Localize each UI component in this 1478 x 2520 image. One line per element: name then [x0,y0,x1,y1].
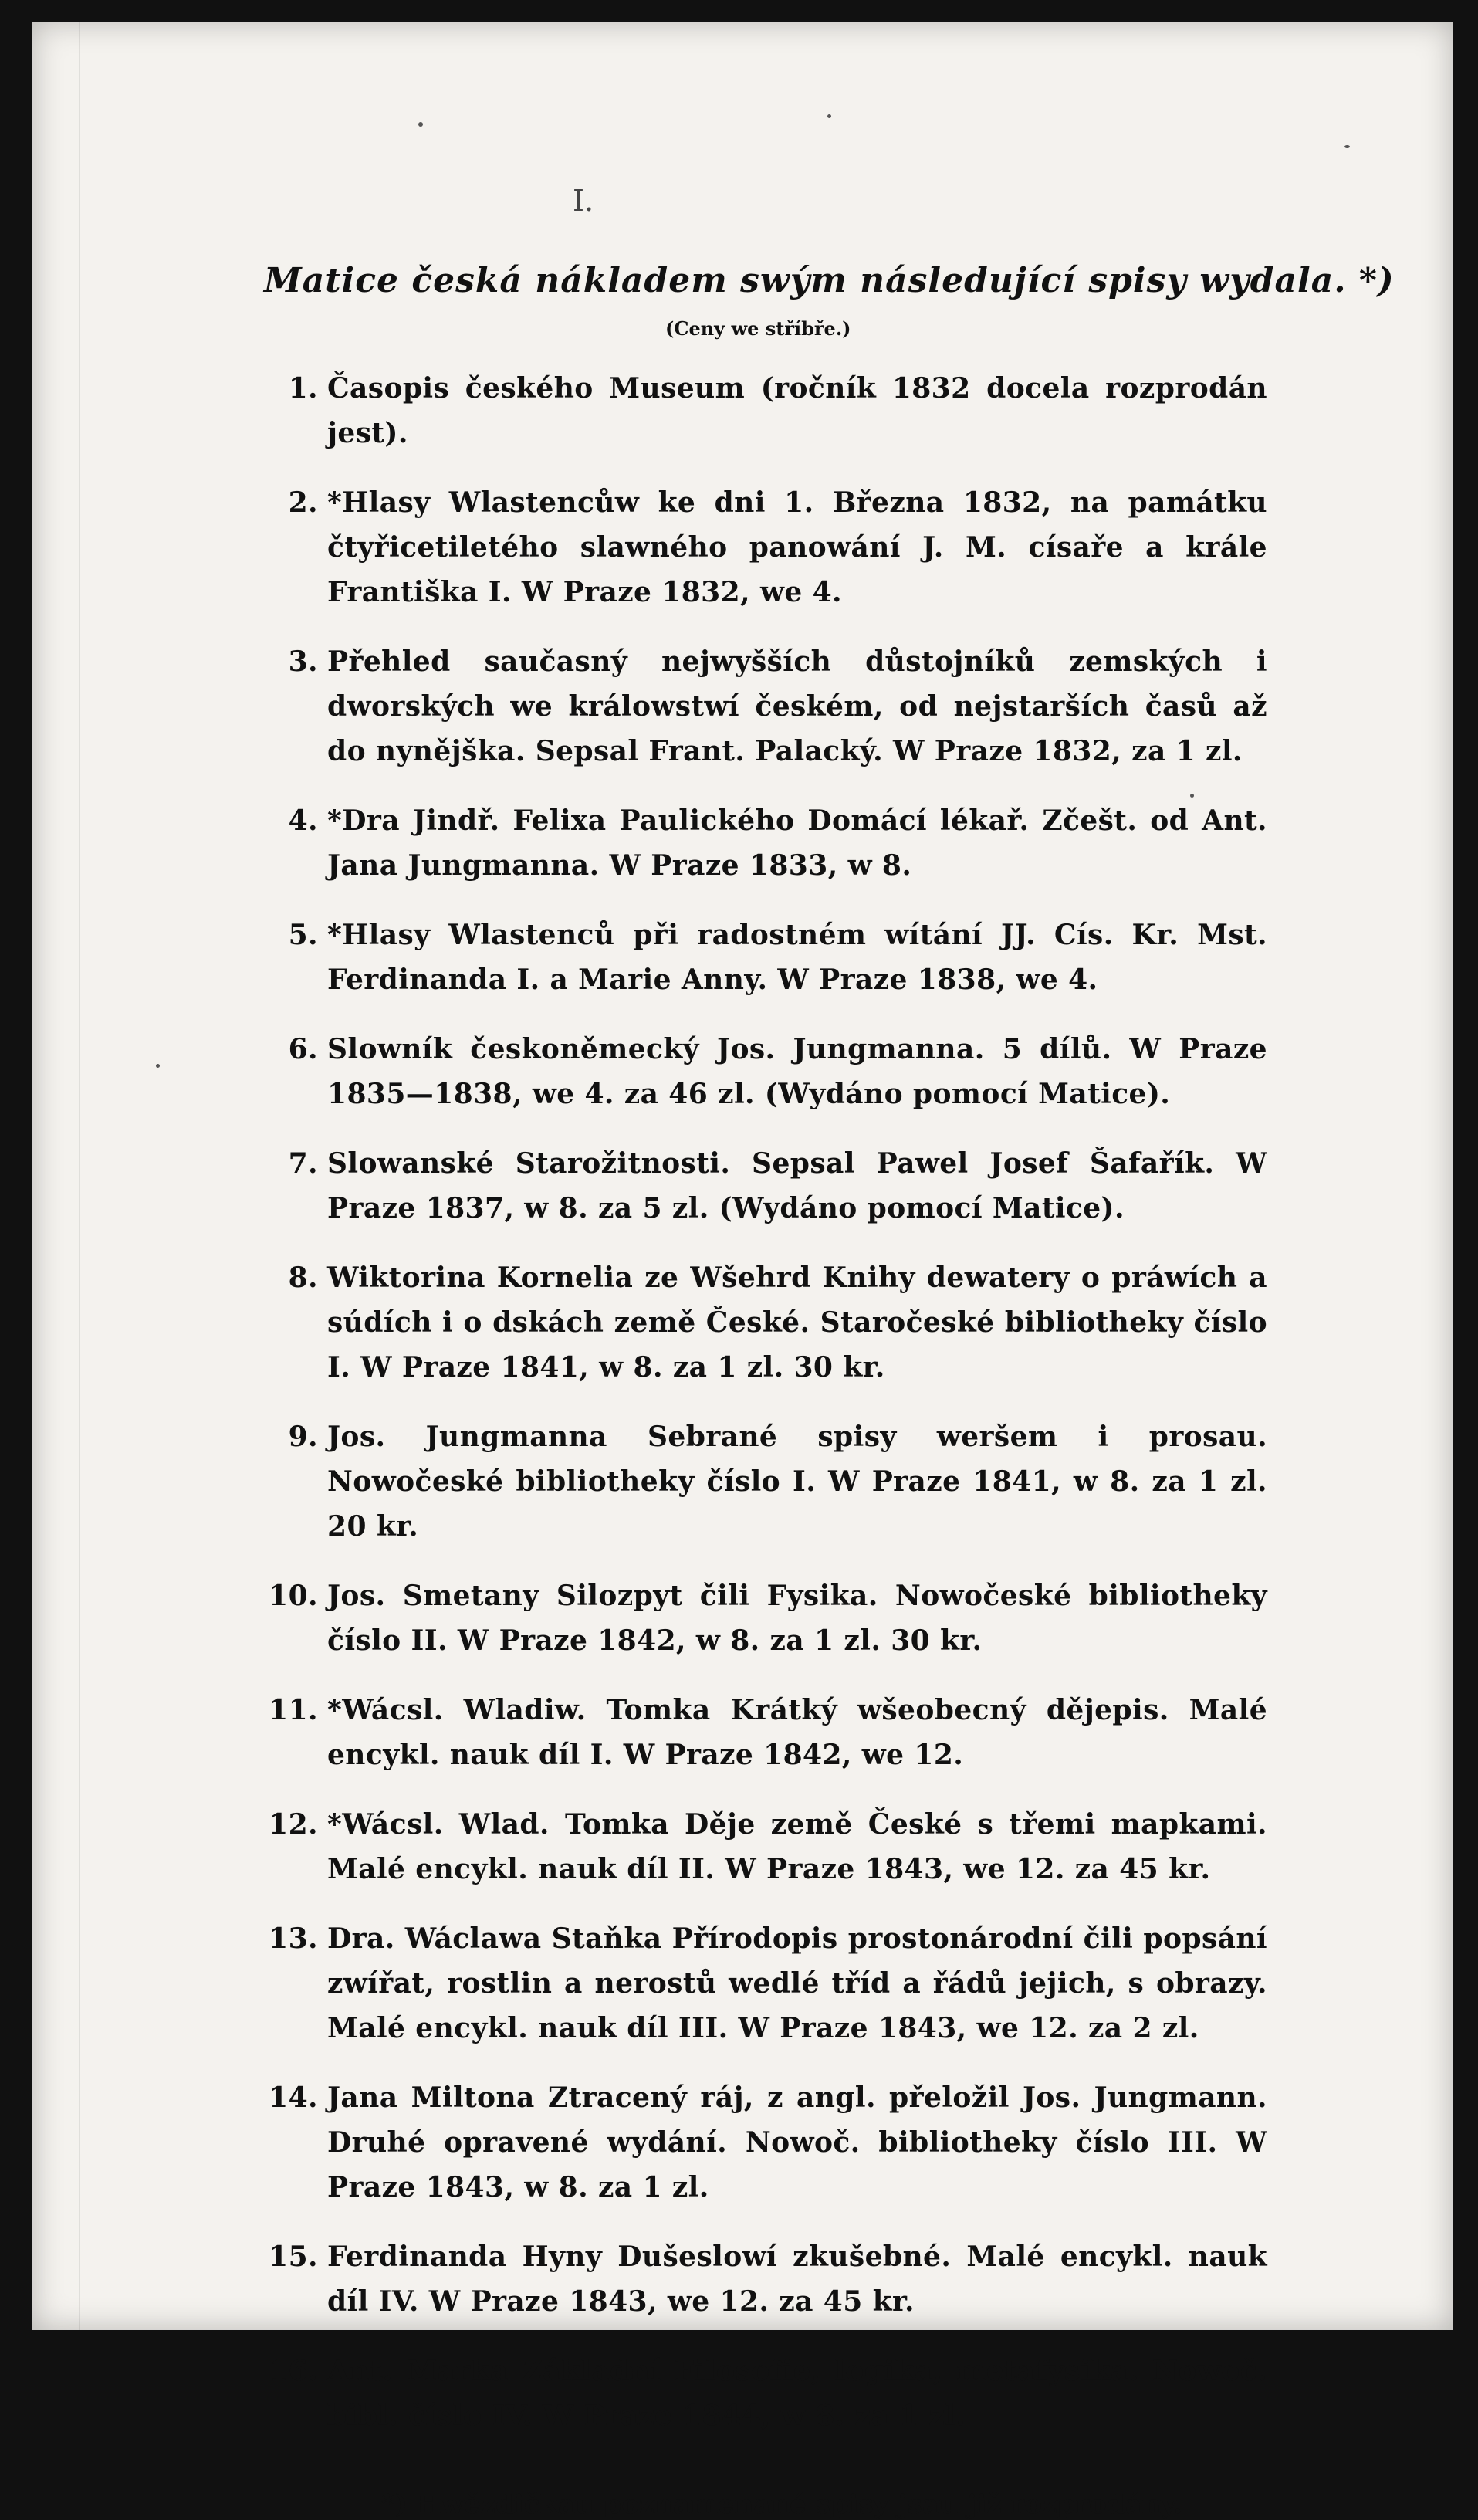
entry-number: 11. [269,1694,318,1726]
entry-number: 1. [288,372,318,405]
list-item [264,2234,1267,2324]
entry-number: 8. [288,1262,318,1294]
list-item [264,913,1267,1002]
entry-number: 7. [288,1147,318,1180]
ink-speck [827,114,831,118]
entry-number: 2. [288,486,318,519]
entry-text: Slowník českoněmecký Jos. Jungmanna. 5 dílů. W Praze 1835—1838, we 4. za 46 zl. (Wydáno pomocí Matice). [327,1033,1267,1110]
entry-number: 10. [269,1580,318,1612]
list-item [264,798,1267,888]
entry-number: 16. [269,2355,318,2387]
entry-text: Dra. Wáclawa Staňka Přírodopis prostonárodní čili popsání zwířat, rostlin a nerostů wedlé tříd a řádů jejich, s obrazy. Malé encykl. nauk díl III. W Praze 1843, we 12. za 2 zl. [327,1922,1267,2044]
list-item [264,1255,1267,1390]
list-item [264,2349,1267,2438]
list-item [264,1688,1267,1777]
entry-text: Přehled saučasný nejwyšších důstojníků zemských i dworských we králowstwí českém, od nejstarších časů až do nynějška. Sepsal Frant. Palacký. W Praze 1832, za 1 zl. [327,645,1267,767]
page-margin-shadow [79,22,80,2330]
entry-number: 4. [288,804,318,837]
price-note: (Ceny we stříbře.) [665,317,851,340]
entry-text: *Dra Jindř. Felixa Paulického Domácí lékař. Zčešt. od Ant. Jana Jungmanna. W Praze 1833, w 8. [327,804,1267,882]
entry-text: Časopis českého Museum (ročník 1832 docela rozprodán jest). [327,372,1267,449]
list-item [264,639,1267,774]
catalog-title: Matice česká nákladem swým následující spisy wydala. *) [264,261,1395,300]
entry-number: 5. [288,919,318,951]
entry-text: Jos. Jungmanna Sebrané spisy weršem i prosau. Nowočeské bibliotheky číslo I. W Praze 1841, w 8. za 1 zl. 20 kr. [327,1421,1267,1543]
entry-number: 12. [269,1808,318,1841]
ink-speck [1344,145,1350,148]
entry-number: 13. [269,1922,318,1955]
list-item [264,1916,1267,2051]
entry-text: Jos. Smetany Silozpyt čili Fysika. Nowočeské bibliotheky číslo II. W Praze 1842, w 8. za 1 zl. 30 kr. [327,1580,1267,1657]
footnote-divider [323,2463,554,2466]
entry-text: *Wácsl. Wladiw. Tomka Krátký wšeobecný dějepis. Malé encykl. nauk díl I. W Praze 1842, we 12. [327,1694,1267,1771]
list-item [264,2075,1267,2210]
list-item [264,1573,1267,1663]
catalog-text [264,261,1395,2520]
list-item [264,1802,1267,1892]
entry-number: 14. [269,2081,318,2114]
entry-number: 6. [288,1033,318,1065]
book-page [32,22,1453,2520]
entry-text: Ferdinanda Hyny Dušeslowí zkušebné. Malé encykl. nauk díl IV. W Praze 1843, we 12. za 45 kr. [327,2241,1267,2318]
list-item [264,366,1267,456]
list-item [264,1414,1267,1549]
entry-text: *Hlasy Wlastenců při radostném wítání JJ. Cís. Kr. Mst. Ferdinanda I. a Marie Anny. W Praze 1838, we 4. [327,919,1267,996]
entry-text: *Hlasy Wlastencůw ke dni 1. Března 1832, na památku čtyřicetiletého slawného panowání J. M. císaře a krále Františka I. W Praze 1832, we 4. [327,486,1267,608]
list-item [264,1141,1267,1231]
entry-text: Jana Miltona Ztracený ráj, z angl. přeložil Jos. Jungmann. Druhé opravené wydání. Nowoč. bibliotheky číslo III. W Praze 1843, w 8. za 1 zl. [327,2081,1267,2203]
entry-text: Ant. Marka Základní Filosofie, logika, metafysika. Nowoč. bibl. číslo IV. W Praze 1844, w 8. za 1 zl. [327,2355,1267,2432]
entry-number: 15. [269,2241,318,2273]
publication-list [264,366,1267,2438]
ink-speck [418,122,423,127]
entry-number: 9. [288,1421,318,1453]
entry-text: *Wácsl. Wlad. Tomka Děje země České s třemi mapkami. Malé encykl. nauk díl II. W Praze 1843, we 12. za 45 kr. [327,1808,1267,1885]
entry-text: Slowanské Starožitnosti. Sepsal Pawel Josef Šafařík. W Praze 1837, w 8. za 5 zl. (Wydáno pomocí Matice). [327,1147,1267,1224]
ink-speck [156,1064,160,1068]
list-item [264,1027,1267,1116]
entry-number: 3. [288,645,318,678]
footnote: *) Hwězdičkau poznamenané spisy jsau již rozprodány. [381,2489,1183,2520]
list-item [264,480,1267,615]
sheet-mark: I. [573,184,594,218]
entry-text: Wiktorina Kornelia ze Wšehrd Knihy dewatery o práwích a súdích i o dskách země České. Staročeské bibliotheky číslo I. W Praze 1841, w 8. za 1 zl. 30 kr. [327,1262,1267,1384]
